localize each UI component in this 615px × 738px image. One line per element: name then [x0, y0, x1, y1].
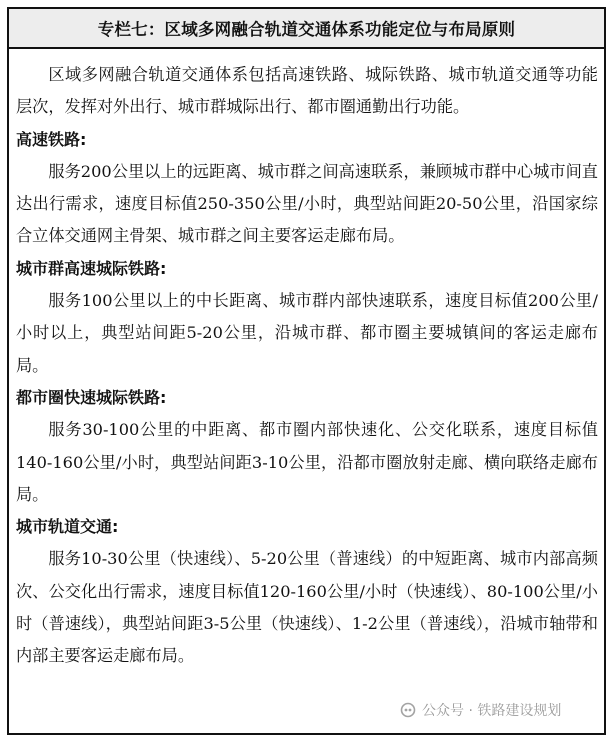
section-heading-intercity-rail: 城市群高速城际铁路:	[16, 258, 167, 278]
section-body-urban-rail: 服务10-30公里（快速线）、5-20公里（普速线）的中短距离、城市内部高频次、公交化出行需求，速度目标值120-160公里/小时（快速线）、80-100公里/小时（普速线），典型站间距3-5公里（快速线）、1-2公里（普速线），沿城市轴带和内部主要客运走廊布局。	[16, 549, 598, 666]
section-heading-urban-rail: 城市轨道交通:	[16, 517, 119, 537]
section-heading-metropolitan-rail: 都市圈快速城际铁路:	[16, 387, 167, 407]
section-body-metropolitan-rail: 服务30-100公里的中距离、都市圈内部快速化、公交化联系，速度目标值140-160公里/小时，典型站间距3-10公里，沿都市圈放射走廊、横向联络走廊布局。	[16, 420, 598, 504]
section-body-high-speed-rail: 服务200公里以上的远距离、城市群之间高速联系，兼顾城市群中心城市间直达出行需求，速度目标值250-350公里/小时，典型站间距20-50公里，沿国家综合立体交通网主骨架、城市群之间主要客运走廊布局。	[16, 161, 598, 246]
feature-box	[7, 7, 606, 735]
watermark	[400, 700, 561, 720]
watermark-text: 公众号 · 铁路建设规划	[422, 703, 562, 719]
intro-paragraph: 区域多网融合轨道交通体系包括高速铁路、城际铁路、城市轨道交通等功能层次，发挥对外出行、城市群城际出行、都市圈通勤出行功能。	[16, 65, 598, 117]
box-content	[9, 49, 604, 673]
wechat-official-account-icon	[400, 702, 416, 718]
box-title: 专栏七：区域多网融合轨道交通体系功能定位与布局原则	[97, 20, 516, 39]
title-bar	[9, 9, 604, 49]
section-body-intercity-rail: 服务100公里以上的中长距离、城市群内部快速联系，速度目标值200公里/小时以上，典型站间距5-20公里，沿城市群、都市圈主要城镇间的客运走廊布局。	[16, 291, 598, 375]
section-heading-high-speed-rail: 高速铁路:	[16, 129, 87, 149]
